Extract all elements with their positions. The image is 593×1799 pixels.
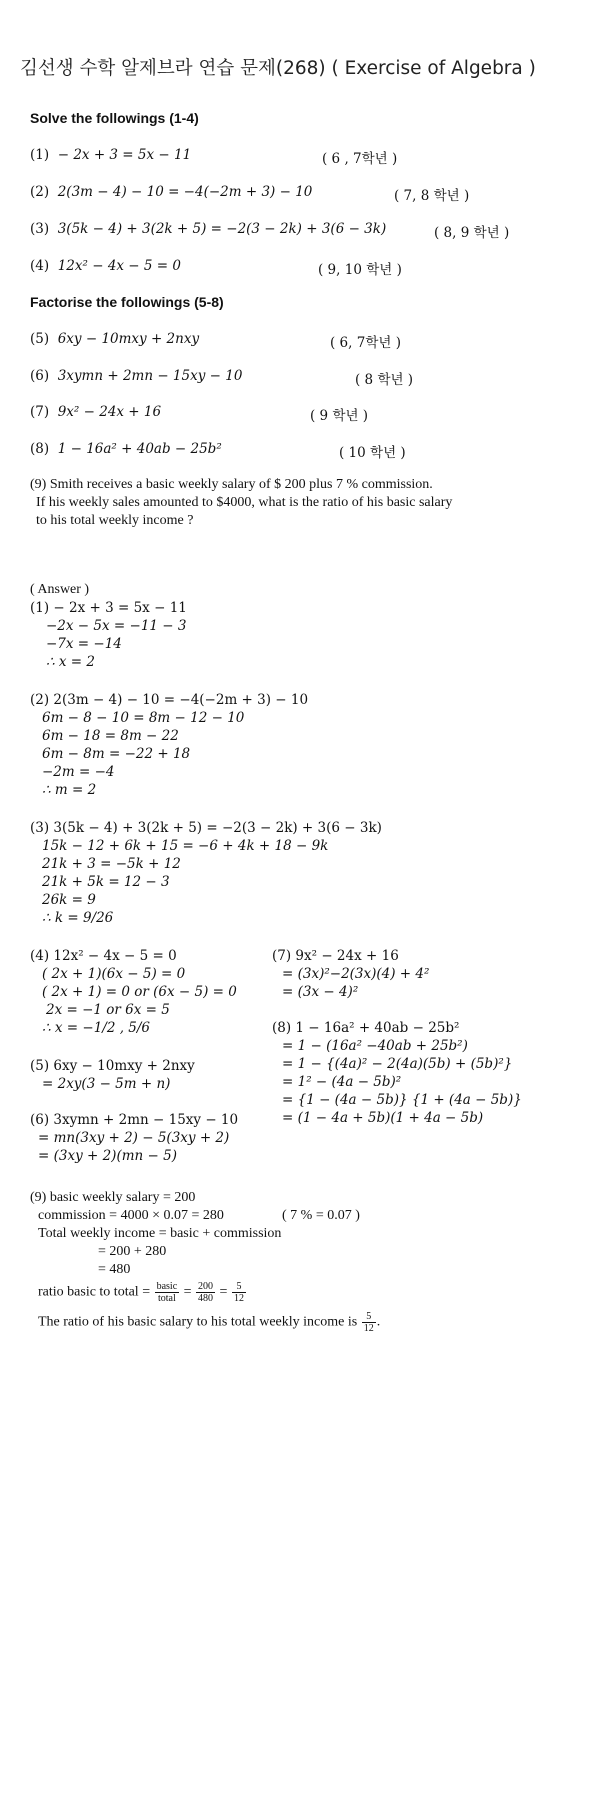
answer-9-ratio: [38, 1281, 247, 1304]
fraction-numerator: 5: [232, 1281, 246, 1293]
answer-8-line: (8) 1 − 16a² + 40ab − 25b²: [272, 1020, 460, 1036]
answer-6-line: = (3xy + 2)(mn − 5): [38, 1148, 177, 1164]
page-title: 김선생 수학 알제브라 연습 문제(268) ( Exercise of Algebra ): [20, 58, 536, 79]
answer-4-line: 2x = −1 or 6x = 5: [46, 1002, 170, 1018]
fraction-basic-total: [155, 1281, 180, 1304]
answer-6-line: (6) 3xymn + 2mn − 15xy − 10: [30, 1112, 239, 1128]
grade-level: ( 8 학년 ): [355, 372, 414, 388]
grade-level: ( 9, 10 학년 ): [318, 262, 402, 278]
answer-2-line: 6m − 8 − 10 = 8m − 12 − 10: [42, 710, 245, 726]
problem-expression: − 2x + 3 = 5x − 11: [57, 147, 192, 163]
problem-expression: 2(3m − 4) − 10 = −4(−2m + 3) − 10: [57, 184, 313, 200]
answer-6-line: = mn(3xy + 2) − 5(3xy + 2): [38, 1130, 230, 1146]
answer-4-line: ( 2x + 1)(6x − 5) = 0: [42, 966, 186, 982]
problem-expression: 6xy − 10mxy + 2nxy: [57, 331, 200, 347]
problem-1: [30, 147, 191, 163]
grade-level: ( 7, 8 학년 ): [394, 188, 470, 204]
problem-expression: 12x² − 4x − 5 = 0: [57, 258, 181, 274]
grade-level: ( 6, 7학년 ): [330, 335, 401, 351]
fraction-numerator: 5: [362, 1311, 376, 1323]
problem-expression: 3(5k − 4) + 3(2k + 5) = −2(3 − 2k) + 3(6 − 3k): [57, 221, 387, 237]
fraction-numerator: 200: [198, 1281, 214, 1292]
answer-7-line: (7) 9x² − 24x + 16: [272, 948, 399, 964]
problem-6: [30, 368, 242, 384]
answer-2-line: (2) 2(3m − 4) − 10 = −4(−2m + 3) − 10: [30, 692, 309, 708]
problem-3: [30, 221, 386, 237]
problem-8: [30, 441, 222, 457]
problem-4: [30, 258, 181, 274]
problem-label: (3): [30, 221, 50, 237]
fraction-200-480: [196, 1281, 215, 1304]
answer-1-line: (1) − 2x + 3 = 5x − 11: [30, 600, 187, 616]
problem-9-line: If his weekly sales amounted to $4000, what is the ratio of his basic salary: [36, 495, 453, 510]
problem-label: (5): [30, 331, 50, 347]
answer-8-line: = (1 − 4a + 5b)(1 + 4a − 5b): [282, 1110, 484, 1126]
answer-8-line: = 1² − (4a − 5b)²: [282, 1074, 402, 1090]
problem-2: [30, 184, 312, 200]
fraction-numerator: basic: [156, 1281, 178, 1292]
problem-9-line: to his total weekly income ?: [36, 513, 194, 528]
answer-9-line: = 480: [98, 1262, 131, 1277]
answer-9-line: Total weekly income = basic + commission: [38, 1226, 282, 1241]
answer-3-line: (3) 3(5k − 4) + 3(2k + 5) = −2(3 − 2k) + 3(6 − 3k): [30, 820, 382, 836]
section-heading-factorise: Factorise the followings (5-8): [30, 294, 224, 310]
section-heading-solve: Solve the followings (1-4): [30, 110, 199, 126]
answer-9-conclusion: [38, 1311, 380, 1334]
fraction-denominator: total: [157, 1293, 176, 1304]
fraction-5-12: [232, 1281, 246, 1304]
answer-8-line: = 1 − (16a² −40ab + 25b²): [282, 1038, 468, 1054]
answer-3-line: 21k + 3 = −5k + 12: [42, 856, 181, 872]
problem-label: (7): [30, 404, 50, 420]
answer-1-line: ∴ x = 2: [46, 654, 95, 670]
answer-9-line: = 200 + 280: [98, 1244, 167, 1259]
answer-1-line: −2x − 5x = −11 − 3: [46, 618, 187, 634]
problem-9-line: (9) Smith receives a basic weekly salary of $ 200 plus 7 % commission.: [30, 477, 433, 492]
answer-4-line: ∴ x = −1/2 , 5/6: [42, 1020, 151, 1036]
problem-expression: 1 − 16a² + 40ab − 25b²: [57, 441, 222, 457]
equals-sign: =: [219, 1284, 228, 1300]
problem-7: [30, 404, 161, 420]
period: .: [376, 1314, 381, 1330]
answer-9-note: ( 7 % = 0.07 ): [282, 1208, 360, 1223]
answer-4-line: (4) 12x² − 4x − 5 = 0: [30, 948, 177, 964]
answer-8-line: = 1 − {(4a)² − 2(4a)(5b) + (5b)²}: [282, 1056, 513, 1072]
fraction-5-12: [362, 1311, 376, 1334]
grade-level: ( 6 , 7학년 ): [322, 151, 398, 167]
problem-label: (4): [30, 258, 50, 274]
answer-9-line: commission = 4000 × 0.07 = 280: [38, 1208, 224, 1223]
answer-5-line: (5) 6xy − 10mxy + 2nxy: [30, 1058, 195, 1074]
answer-3-line: 15k − 12 + 6k + 15 = −6 + 4k + 18 − 9k: [42, 838, 329, 854]
problem-label: (1): [30, 147, 50, 163]
answer-9-line: (9) basic weekly salary = 200: [30, 1190, 196, 1205]
problem-expression: 3xymn + 2mn − 15xy − 10: [57, 368, 243, 384]
answer-8-line: = {1 − (4a − 5b)} {1 + (4a − 5b)}: [282, 1092, 522, 1108]
answer-3-line: 21k + 5k = 12 − 3: [42, 874, 170, 890]
answer-2-line: −2m = −4: [42, 764, 115, 780]
problem-label: (2): [30, 184, 50, 200]
grade-level: ( 9 학년 ): [310, 408, 369, 424]
fraction-denominator: 480: [198, 1293, 214, 1304]
problem-5: [30, 331, 199, 347]
fraction-denominator: 12: [363, 1323, 374, 1334]
problem-expression: 9x² − 24x + 16: [57, 404, 162, 420]
section-heading-answer: ( Answer ): [30, 582, 90, 597]
problem-label: (6): [30, 368, 50, 384]
answer-2-line: ∴ m = 2: [42, 782, 97, 798]
fraction-denominator: 12: [233, 1293, 244, 1304]
answer-4-line: ( 2x + 1) = 0 or (6x − 5) = 0: [42, 984, 237, 1000]
answer-1-line: −7x = −14: [46, 636, 122, 652]
equals-sign: =: [183, 1284, 192, 1300]
grade-level: ( 10 학년 ): [339, 445, 406, 461]
ratio-label: ratio basic to total =: [38, 1284, 151, 1300]
answer-7-line: = (3x)²−2(3x)(4) + 4²: [282, 966, 430, 982]
answer-5-line: = 2xy(3 − 5m + n): [42, 1076, 171, 1092]
answer-2-line: 6m − 18 = 8m − 22: [42, 728, 179, 744]
answer-3-line: 26k = 9: [42, 892, 96, 908]
answer-3-line: ∴ k = 9/26: [42, 910, 114, 926]
problem-label: (8): [30, 441, 50, 457]
grade-level: ( 8, 9 학년 ): [434, 225, 510, 241]
conclusion-text: The ratio of his basic salary to his total weekly income is: [38, 1314, 358, 1330]
answer-2-line: 6m − 8m = −22 + 18: [42, 746, 191, 762]
answer-7-line: = (3x − 4)²: [282, 984, 359, 1000]
